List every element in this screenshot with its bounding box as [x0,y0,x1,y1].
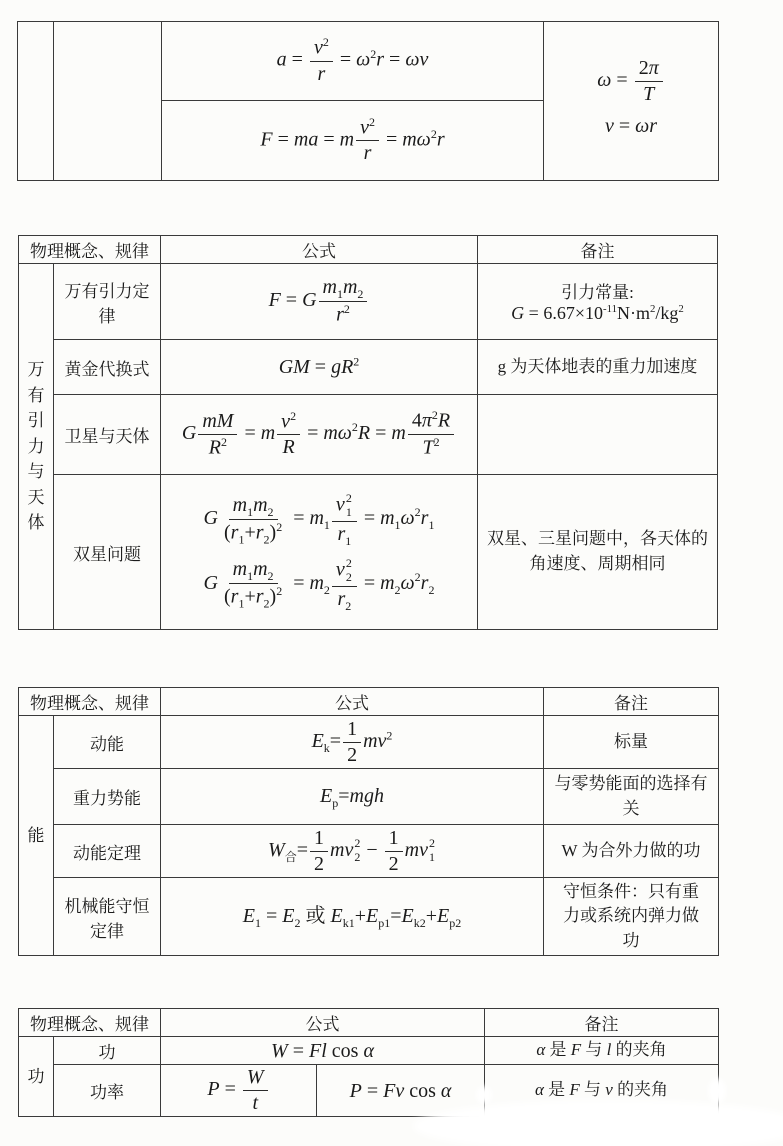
cell-formula-gravitational-pe: $E_p=mgh$ [161,769,544,825]
cell-note-angular-relations [544,22,719,181]
category-label: 功 [27,1066,45,1086]
cell-concept-gravitational-pe: 重力势能 [54,769,161,825]
header-formula: 公式 [161,688,544,716]
cell-category-work [19,1037,54,1117]
header-formula: 公式 [161,1009,485,1037]
cell-note-gravitational-pe: 与零势能面的选择有关 [544,769,719,825]
header-concept: 物理概念、规律 [19,688,161,716]
cell-formula-satellites: G $\frac{mM}{R^2}$ = m $\frac{v^2}{R}$ = $m\omega^2R = m$ $\frac{4\pi^2R}{T^2}$ [161,395,478,475]
header-note: 备注 [485,1009,719,1037]
cell-note-power: α 是 F 与 v 的夹角 [485,1065,719,1117]
whiteout-blob [413,1100,783,1146]
cell-concept-mechanical-energy-conservation: 机械能守恒定律 [54,878,161,956]
cell-formula-work: W = Fl cos α [161,1037,485,1065]
cell-formula-centripetal-acceleration: a = $\frac{v^2}{r}$ = $\omega^2r = \omega v$ [162,22,544,101]
cell-formula-centripetal-force: F = ma = m $\frac{v^2}{r}$ = $m\omega^2r$ [162,101,544,181]
cell-formula-power-instant: P = Fv cos α [317,1065,485,1117]
cell-concept-golden-substitution: 黄金代换式 [54,340,161,395]
cell-formula-mechanical-energy-conservation: $E_1 = E_2$ 或 $E_{k1}+E_{p1}=E_{k2}+E_{p2}$ [161,878,544,956]
cell-category-gravitation [19,264,54,630]
cell-formula-law-of-gravitation: F = G $\frac{m_1m_2}{r^2}$ [161,264,478,340]
category-label: 万有引力与天体 [27,360,45,533]
cell-note-work-energy-theorem: W 为合外力做的功 [544,825,719,878]
formula-omega-period: ω = $\frac{2\pi}{T}$ [548,57,714,106]
header-note: 备注 [478,236,718,264]
header-concept: 物理概念、规律 [19,1009,161,1037]
energy-table [18,687,719,956]
cell-note-gravitational-constant [478,264,718,340]
cell-concept-law-of-gravitation: 万有引力定律 [54,264,161,340]
cell-note-binary-star: 双星、三星问题中，各天体的角速度、周期相同 [478,475,718,630]
cell-concept-kinetic-energy: 动能 [54,716,161,769]
formula-binary-star-2: G $\frac{m_1m_2}{(r_1+r_2)^2}$ = $m_2$ v 2 2 $r_2$ = $m_2\omega^2r_2$ [203,556,435,613]
category-label: 能 [27,825,45,845]
cell-note-satellites-empty [478,395,718,475]
cell-formula-work-energy-theorem: $W_合=$ $\frac{1}{2}$ mv 2 2 − $\frac{1}{2}$ mv 2 1 [161,825,544,878]
cell-formula-binary-star [161,475,478,630]
cell-concept-empty [54,22,162,181]
whiteout-blob [708,1078,726,1104]
cell-formula-golden-substitution: GM = $gR^2$ [161,340,478,395]
cell-note-golden-substitution: g 为天体地表的重力加速度 [478,340,718,395]
cell-formula-kinetic-energy: $E_k=$ $\frac{1}{2}$ $mv^2$ [161,716,544,769]
cell-concept-work: 功 [54,1037,161,1065]
cell-formula-power-average: P = $\frac{W}{t}$ [161,1065,317,1117]
header-formula: 公式 [161,236,478,264]
cell-concept-binary-star: 双星问题 [54,475,161,630]
cell-concept-work-energy-theorem: 动能定理 [54,825,161,878]
cell-note-work: α 是 F 与 l 的夹角 [485,1037,719,1065]
formula-v-omega-r: v = ωr [604,114,658,137]
note-g-value: $G = 6.67\times 10^{-11}N\cdot m^2/kg^2$ [511,303,684,324]
cell-note-kinetic-energy: 标量 [544,716,719,769]
cell-category-energy [19,716,54,956]
header-note: 备注 [544,688,719,716]
cell-note-mechanical-energy-conservation: 守恒条件：只有重力或系统内弹力做功 [544,878,719,956]
formula-binary-star-1: G $\frac{m_1m_2}{(r_1+r_2)^2}$ = $m_1$ v 2 1 $r_1$ = $m_1\omega^2r_1$ [203,491,435,548]
circular-motion-table [17,21,719,181]
whiteout-blob [476,1086,492,1104]
cell-concept-satellites: 卫星与天体 [54,395,161,475]
note-title: 引力常量: [561,283,634,303]
cell-concept-power: 功率 [54,1065,161,1117]
gravitation-table [18,235,718,630]
cell-category-empty [18,22,54,181]
header-concept: 物理概念、规律 [19,236,161,264]
